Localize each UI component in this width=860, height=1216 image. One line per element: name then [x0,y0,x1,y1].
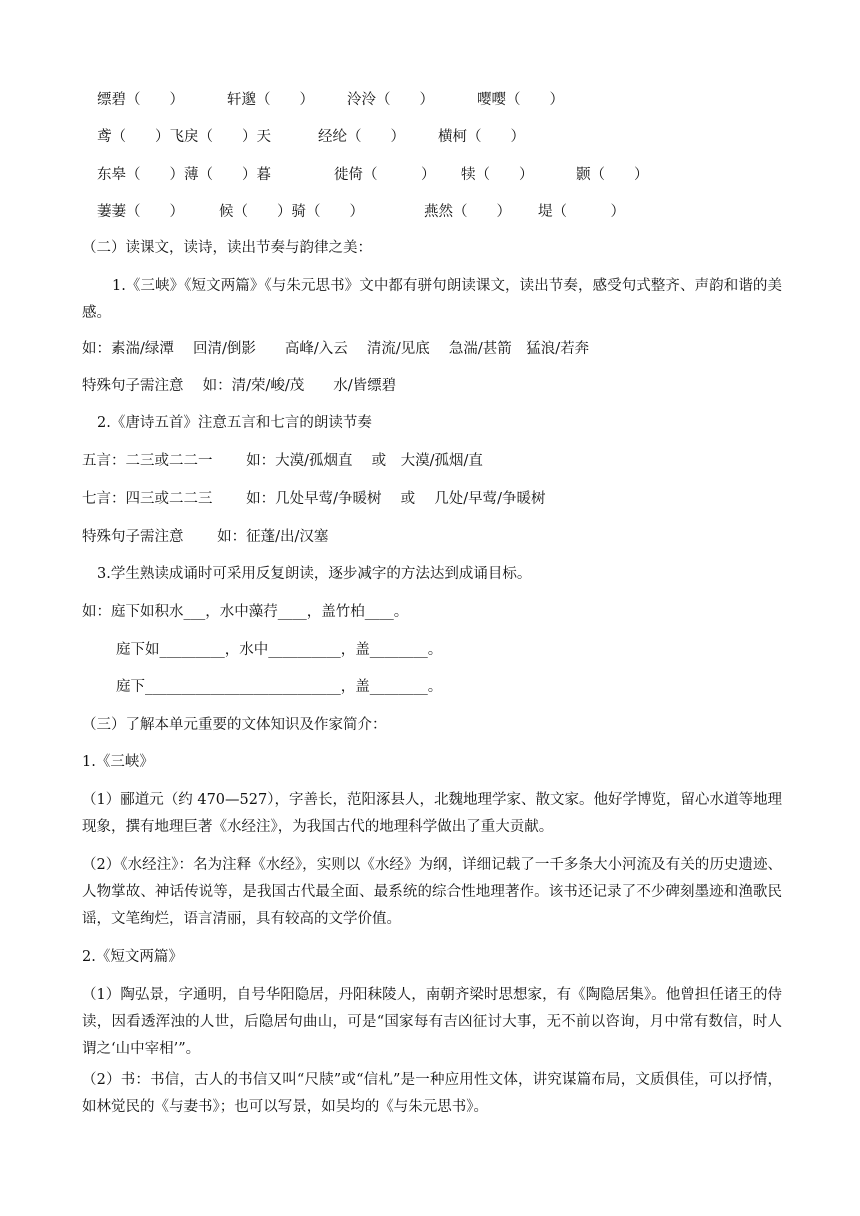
pinyin-item: 徙倚（ ） [334,167,436,183]
example-line: 七言：四三或二二三 如：几处早莺/争暖树 或 几处/早莺/争暖树 [82,491,546,507]
example-line: 如：素湍/绿潭 回清/倒影 高峰/入云 清流/见底 急湍/甚箭 猛浪/若奔 [82,341,590,357]
pinyin-item: 萋萋（ ） [97,204,184,220]
pinyin-item: 经纶（ ） [318,129,405,145]
paragraph: （1）陶弘景，字通明，自号华阳隐居，丹阳秣陵人，南朝齐梁时思想家，有《陶隐居集》。他曾担任诸王的侍读，因看透浑浊的人世，后隐居句曲山，可是“国家每有吉凶征讨大事，无不前以咨询，月中常有数信，时人谓之‘山中宰相’”。 [82,987,782,1057]
paragraph: （2）书：书信，古人的书信又叫“尺牍”或“信札”是一种应用性文体，讲究谋篇布局，文质俱佳，可以抒情，如林觉民的《与妻书》；也可以写景，如吴均的《与朱元思书》。 [82,1072,782,1115]
pinyin-item: 颢（ ） [576,167,649,183]
pinyin-item: 燕然（ ） [424,204,511,220]
pinyin-item: 堤（ ） [538,204,625,220]
paragraph: 1.《三峡》《短文两篇》《与朱元思书》文中都有骈句朗读课文，读出节奏，感受句式整齐、声韵和谐的美感。 [82,278,782,321]
drill-line: 庭下___________________________，盖________。 [116,679,443,695]
drill-line: 庭下如_________，水中__________，盖________。 [116,642,443,658]
pinyin-item: 东皋（ ）薄（ ）暮 [97,167,271,183]
example-line: 特殊句子需注意 如：征蓬/出/汉塞 [82,529,329,545]
pinyin-item: 轩邈（ ） [227,92,314,108]
pinyin-item: 鸢（ ）飞戾（ ）天 [97,129,271,145]
topic-title: 1.《三峡》 [82,754,154,770]
pinyin-item: 犊（ ） [461,167,534,183]
section-heading: （二）读课文，读诗，读出节奏与韵律之美： [82,240,372,256]
paragraph: 2.《唐诗五首》注意五言和七言的朗读节奏 [97,415,372,431]
topic-title: 2.《短文两篇》 [82,949,183,965]
pinyin-item: 横柯（ ） [438,129,525,145]
pinyin-item: 泠泠（ ） [347,92,434,108]
pinyin-item: 嘤嘤（ ） [477,92,564,108]
pinyin-item: 缥碧（ ） [97,92,184,108]
section-heading: （三）了解本单元重要的文体知识及作家简介： [82,717,387,733]
example-line: 特殊句子需注意 如：清/荣/峻/茂 水/皆缥碧 [82,378,397,394]
example-line: 五言：二三或二二一 如：大漠/孤烟直 或 大漠/孤烟/直 [82,453,483,469]
paragraph: 3.学生熟读成诵时可采用反复朗读，逐步减字的方法达到成诵目标。 [97,566,532,582]
drill-line: 如：庭下如积水___，水中藻荇____，盖竹柏____。 [82,604,409,620]
paragraph: （2）《水经注》：名为注释《水经》，实则以《水经》为纲，详细记载了一千多条大小河流及有关的历史遗迹、人物掌故、神话传说等，是我国古代最全面、最系统的综合性地理著作。该书还记录了不少碑刻墨迹和渔歌民谣，文笔绚烂，语言清丽，具有较高的文学价值。 [82,857,782,927]
paragraph: （1）郦道元（约 470—527），字善长，范阳涿县人，北魏地理学家、散文家。他好学博览，留心水道等地理现象，撰有地理巨著《水经注》，为我国古代的地理科学做出了重大贡献。 [82,792,782,835]
pinyin-item: 候（ ）骑（ ） [219,204,364,220]
